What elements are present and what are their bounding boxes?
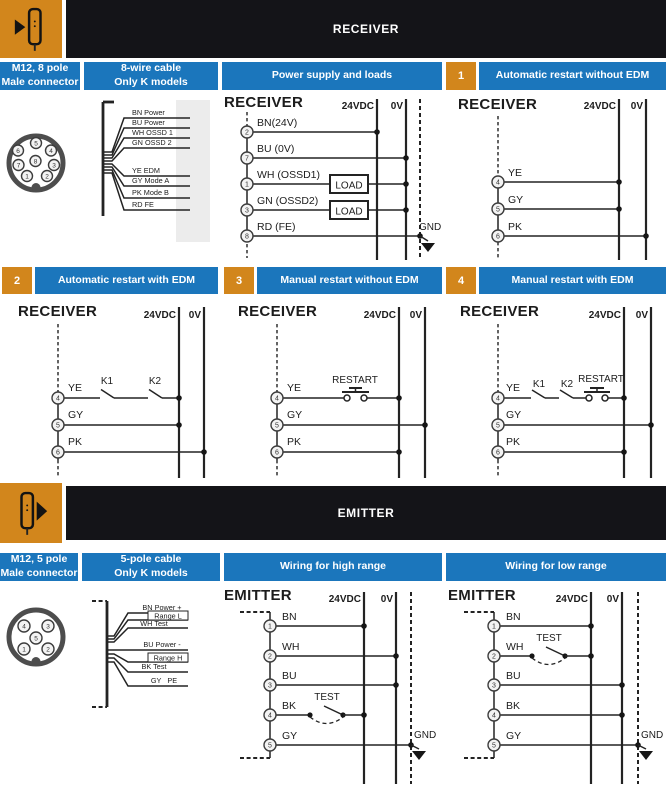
- svg-text:GY: GY: [282, 730, 298, 742]
- header-line: Manual restart with EDM: [511, 273, 634, 286]
- header-wiring-low-range: [446, 553, 666, 581]
- emitter-cable-diagram: [84, 596, 218, 726]
- contact-k2-label: K2: [560, 379, 574, 390]
- receiver-icon: [12, 6, 50, 52]
- svg-text:24VDC: 24VDC: [555, 594, 588, 605]
- header-auto-restart-no-edm: [479, 62, 666, 90]
- receiver-power-diagram: [222, 92, 442, 262]
- receiver-banner-title: RECEIVER: [332, 22, 400, 36]
- pins: [271, 392, 283, 458]
- svg-text:4: 4: [268, 712, 272, 720]
- header-8wire-cable: [84, 62, 218, 90]
- wire-labels: [508, 167, 523, 233]
- header-wiring-high-range: [224, 553, 442, 581]
- svg-text:YE: YE: [508, 167, 523, 179]
- svg-text:YE: YE: [287, 382, 302, 394]
- svg-text:BU (0V): BU (0V): [257, 143, 295, 155]
- svg-text:0V: 0V: [606, 594, 619, 605]
- svg-text:0V: 0V: [635, 310, 648, 321]
- svg-text:GY: GY: [508, 194, 524, 206]
- svg-text:0V: 0V: [188, 310, 201, 321]
- svg-text:4: 4: [275, 395, 279, 403]
- svg-text:Range H: Range H: [153, 653, 183, 663]
- svg-text:GY: GY: [506, 409, 522, 421]
- svg-text:WH Test: WH Test: [140, 619, 168, 628]
- emitter-low-range-diagram: [446, 586, 666, 800]
- wire-labels: [506, 611, 524, 742]
- header-manual-restart-edm: [479, 267, 666, 294]
- svg-text:0V: 0V: [409, 310, 422, 321]
- receiver-diagram2: [0, 298, 218, 480]
- header-number-4: [446, 267, 476, 294]
- svg-text:4: 4: [22, 623, 26, 631]
- svg-text:GND: GND: [414, 730, 437, 741]
- svg-text:1: 1: [245, 181, 249, 189]
- diagram-title: RECEIVER: [460, 303, 540, 320]
- emitter-icon: [12, 490, 50, 536]
- wires: [283, 388, 428, 455]
- svg-text:6: 6: [496, 233, 500, 241]
- power-rails: [624, 307, 651, 478]
- svg-text:5: 5: [268, 742, 272, 750]
- svg-text:YE: YE: [506, 382, 521, 394]
- svg-text:2: 2: [245, 129, 249, 137]
- restart-button-label: RESTART: [578, 374, 624, 385]
- header-m12-5pole: [0, 553, 78, 581]
- header-line: 8-wire cable: [120, 62, 182, 75]
- wire-labels: [257, 117, 320, 233]
- emitter-banner: [66, 486, 666, 540]
- svg-text:WH OSSD 1: WH OSSD 1: [132, 128, 173, 137]
- header-line: Only K models: [114, 567, 188, 579]
- receiver-diagram1: [446, 92, 666, 262]
- svg-text:BU: BU: [506, 670, 521, 682]
- diagram-title: RECEIVER: [18, 303, 98, 320]
- svg-text:6: 6: [496, 449, 500, 457]
- header-m12-8pole: [0, 62, 80, 90]
- svg-text:BN: BN: [506, 611, 521, 623]
- svg-text:5: 5: [492, 742, 496, 750]
- svg-text:2: 2: [45, 173, 49, 181]
- svg-text:3: 3: [268, 682, 272, 690]
- svg-text:BN Power +: BN Power +: [142, 603, 182, 612]
- svg-text:4: 4: [496, 179, 500, 187]
- svg-text:1: 1: [268, 623, 272, 631]
- ground-symbol: [421, 243, 435, 252]
- power-rails: [364, 592, 411, 784]
- header-number: 2: [13, 274, 21, 287]
- diagram-title: EMITTER: [448, 587, 516, 604]
- svg-text:PK: PK: [506, 436, 521, 448]
- svg-text:2: 2: [46, 646, 50, 654]
- svg-text:PK: PK: [508, 221, 523, 233]
- header-number-2: [2, 267, 32, 294]
- diagram-title: EMITTER: [224, 587, 292, 604]
- svg-text:BK Test: BK Test: [141, 662, 167, 671]
- svg-text:5: 5: [275, 422, 279, 430]
- power-rails: [591, 592, 638, 784]
- svg-text:3: 3: [52, 162, 56, 170]
- svg-text:24VDC: 24VDC: [363, 310, 396, 321]
- header-line: M12, 8 pole: [11, 62, 69, 75]
- svg-text:4: 4: [492, 712, 496, 720]
- svg-text:BK: BK: [506, 700, 521, 712]
- header-5pole-cable: [82, 553, 220, 581]
- svg-text:6: 6: [56, 449, 60, 457]
- svg-text:5: 5: [496, 422, 500, 430]
- svg-text:1: 1: [25, 173, 29, 181]
- diagram-title: RECEIVER: [224, 94, 304, 111]
- svg-text:BN: BN: [282, 611, 297, 623]
- wires: [504, 388, 654, 455]
- header-number: 3: [235, 274, 243, 287]
- header-line: 5-pole cable: [120, 553, 182, 566]
- pins: [492, 392, 504, 458]
- svg-text:4: 4: [496, 395, 500, 403]
- power-rails: [399, 307, 425, 478]
- svg-text:GN (OSSD2): GN (OSSD2): [257, 195, 319, 207]
- wire-labels: [68, 382, 83, 448]
- svg-text:GY: GY: [506, 730, 522, 742]
- receiver-banner: [66, 0, 666, 58]
- svg-text:GY PE: GY PE: [150, 676, 178, 685]
- wire-labels: [282, 611, 300, 742]
- svg-text:8: 8: [33, 158, 38, 166]
- header-number: 4: [457, 274, 465, 287]
- svg-text:BU: BU: [282, 670, 297, 682]
- diagram-title: RECEIVER: [238, 303, 318, 320]
- svg-text:BN(24V): BN(24V): [257, 117, 298, 129]
- svg-text:PK: PK: [68, 436, 83, 448]
- svg-text:5: 5: [496, 206, 500, 214]
- svg-text:4: 4: [56, 395, 60, 403]
- wire-labels: [506, 382, 521, 448]
- header-number: 1: [457, 70, 465, 82]
- svg-text:BN Power: BN Power: [132, 108, 165, 117]
- emitter-connector-pinout: [0, 595, 80, 715]
- receiver-diagram3: [222, 298, 442, 480]
- svg-text:WH: WH: [282, 641, 300, 653]
- svg-text:2: 2: [492, 653, 496, 661]
- svg-text:8: 8: [245, 233, 249, 241]
- svg-text:WH: WH: [506, 641, 524, 653]
- svg-text:24VDC: 24VDC: [341, 101, 374, 112]
- svg-text:2: 2: [268, 653, 272, 661]
- test-switch-label: TEST: [314, 692, 340, 703]
- contact-k1-label: K1: [100, 376, 114, 387]
- header-line: Male connector: [0, 567, 78, 579]
- svg-text:5: 5: [34, 635, 38, 643]
- svg-text:4: 4: [49, 147, 53, 155]
- wire-labels: [287, 382, 302, 448]
- header-auto-restart-edm: [35, 267, 218, 294]
- svg-text:7: 7: [245, 155, 249, 163]
- svg-text:GY: GY: [68, 409, 84, 421]
- svg-text:24VDC: 24VDC: [328, 594, 361, 605]
- svg-text:3: 3: [46, 623, 50, 631]
- svg-text:YE: YE: [68, 382, 83, 394]
- svg-text:GY Mode A: GY Mode A: [132, 176, 170, 185]
- svg-text:BU Power: BU Power: [132, 118, 165, 127]
- pins: [492, 176, 504, 242]
- svg-text:1: 1: [22, 646, 26, 654]
- header-line: Power supply and loads: [271, 69, 393, 82]
- header-line: Automatic restart without EDM: [495, 69, 650, 82]
- svg-text:BK: BK: [282, 700, 297, 712]
- svg-text:RD FE: RD FE: [132, 200, 154, 209]
- svg-text:GY: GY: [287, 409, 303, 421]
- svg-text:24VDC: 24VDC: [583, 101, 616, 112]
- svg-text:WH (OSSD1): WH (OSSD1): [257, 169, 320, 181]
- svg-text:24VDC: 24VDC: [588, 310, 621, 321]
- svg-text:YE EDM: YE EDM: [132, 166, 160, 175]
- svg-text:LOAD: LOAD: [335, 206, 363, 218]
- svg-text:6: 6: [16, 147, 20, 155]
- svg-text:GND: GND: [419, 222, 442, 233]
- contact-k2-label: K2: [148, 376, 162, 387]
- header-line: Wiring for high range: [279, 560, 387, 573]
- wires: [64, 390, 207, 455]
- header-number-1: [446, 62, 476, 90]
- restart-button-label: RESTART: [332, 375, 378, 386]
- svg-text:Range L: Range L: [154, 611, 182, 621]
- pins: [52, 392, 64, 458]
- header-line: Manual restart without EDM: [280, 273, 419, 286]
- svg-text:5: 5: [34, 140, 38, 148]
- ground-symbol: [412, 751, 426, 760]
- svg-text:0V: 0V: [630, 101, 643, 112]
- receiver-cable-diagram: [84, 96, 218, 260]
- diagram-title: RECEIVER: [458, 96, 538, 113]
- svg-text:RD (FE): RD (FE): [257, 221, 296, 233]
- receiver-connector-pinout: [0, 100, 80, 250]
- receiver-diagram4: [446, 298, 666, 480]
- cable-wire-labels: [132, 108, 173, 209]
- header-manual-restart-no-edm: [257, 267, 442, 294]
- test-switch-label: TEST: [536, 633, 562, 644]
- svg-text:0V: 0V: [380, 594, 393, 605]
- header-line: Only K models: [114, 76, 188, 88]
- header-line: Automatic restart with EDM: [57, 273, 196, 286]
- emitter-banner-title: EMITTER: [337, 506, 395, 520]
- svg-text:GND: GND: [641, 730, 664, 741]
- cable-trunk: [92, 601, 107, 707]
- header-number-3: [224, 267, 254, 294]
- svg-text:3: 3: [492, 682, 496, 690]
- header-line: Wiring for low range: [505, 560, 607, 573]
- emitter-high-range-diagram: [222, 586, 442, 800]
- header-line: M12, 5 pole: [10, 553, 68, 566]
- receiver-device-icon-box: [0, 0, 62, 58]
- svg-text:LOAD: LOAD: [335, 180, 363, 192]
- svg-text:PK: PK: [287, 436, 302, 448]
- svg-text:PK Mode B: PK Mode B: [132, 188, 169, 197]
- svg-text:3: 3: [245, 207, 249, 215]
- svg-text:6: 6: [275, 449, 279, 457]
- header-power-supply: [222, 62, 442, 90]
- emitter-device-icon-box: [0, 483, 62, 543]
- svg-text:GN OSSD 2: GN OSSD 2: [132, 138, 172, 147]
- cable-trunk: [103, 102, 114, 216]
- svg-text:24VDC: 24VDC: [143, 310, 176, 321]
- contact-k1-label: K1: [532, 379, 546, 390]
- header-line: Male connector: [1, 76, 79, 88]
- svg-text:1: 1: [492, 623, 496, 631]
- ground-symbol: [639, 751, 653, 760]
- svg-text:7: 7: [16, 162, 21, 170]
- svg-text:0V: 0V: [390, 101, 403, 112]
- svg-text:BU Power -: BU Power -: [143, 640, 181, 649]
- svg-text:5: 5: [56, 422, 60, 430]
- wires: [504, 179, 649, 239]
